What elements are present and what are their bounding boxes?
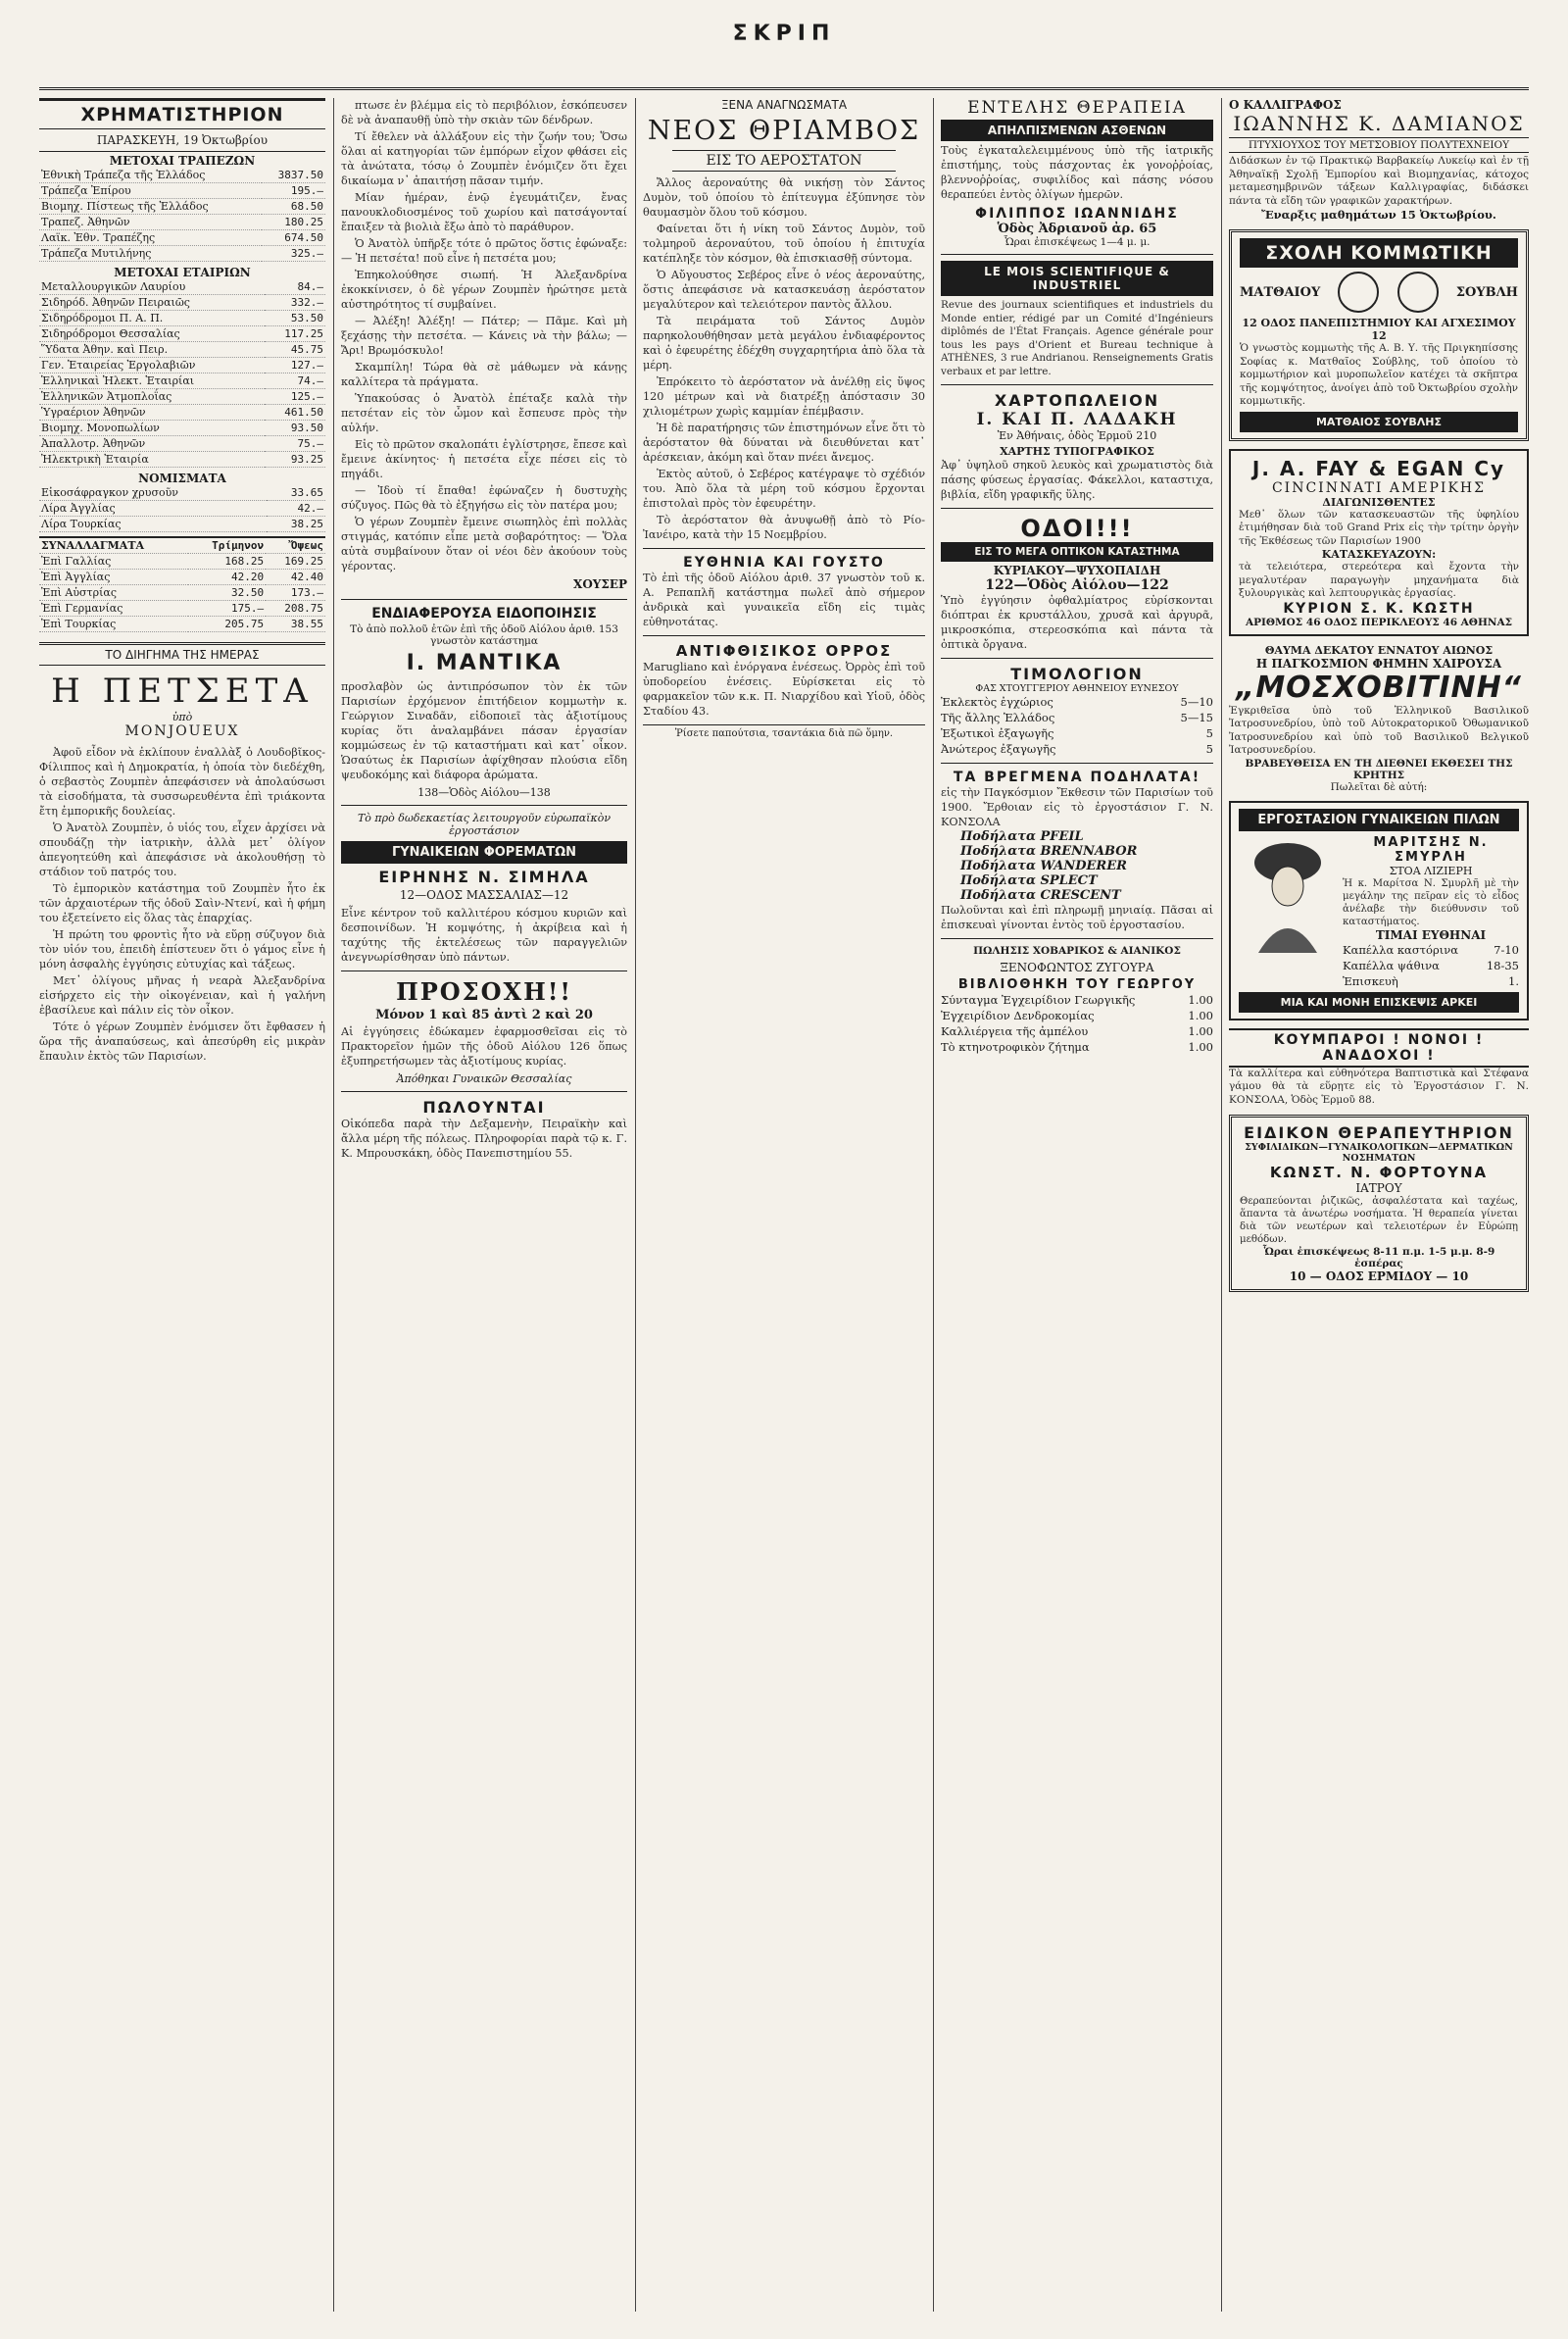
col3-footer: Ῥίσετε παπούτσια, τσαντάκια διὰ πῶ ὅμην. bbox=[643, 724, 925, 739]
price-list bbox=[941, 694, 1213, 757]
story-kicker: ΤΟ ΔΙΗΓΗΜΑ ΤΗΣ ΗΜΕΡΑΣ bbox=[39, 642, 325, 666]
item-value: 1.00 bbox=[1188, 993, 1213, 1007]
row-value: 74.— bbox=[265, 373, 325, 389]
divider bbox=[941, 938, 1213, 939]
column-3 bbox=[643, 98, 925, 2312]
table-row bbox=[39, 373, 325, 389]
hat-text: Ἡ κ. Μαρίτσα Ν. Σμυρλῆ μὲ τὴν μεγάλην της πεῖραν εἰς τὸ εἶδος ἀνέλαβε τὴν διεύθυνσιν τοῦ καταστήματος. bbox=[1343, 877, 1519, 927]
row-value: 195.— bbox=[262, 183, 325, 199]
cure-name: ΦΙΛΙΠΠΟΣ ΙΩΑΝΝΙΔΗΣ bbox=[975, 206, 1179, 222]
item-label: Ἐπισκευὴ bbox=[1343, 973, 1398, 988]
wedding-text: Τὰ καλλίτερα καὶ εὐθηνότερα Βαπτιστικὰ καὶ Στέφανα γάμου θὰ τὰ εὕρῃτε εἰς τὸ Ἐργοστάσιον Γ. Ν. ΚΟΝΣΟΛΑ, Ὁδὸς Ἑρμοῦ 88. bbox=[1229, 1067, 1529, 1106]
item-label: Ἐκλεκτὸς ἐγχώριος bbox=[941, 695, 1054, 709]
paragraph: Φαίνεται ὅτι ἡ νίκη τοῦ Σάντος Δυμὸν, τοῦ τολμηροῦ ἀεροναύτου, τοῦ ὁποίου ἡ ἐπιτυχία κατέπληξε τὸν κόσμον, θὰ ἐπισκιασθῇ σύντομα. bbox=[643, 223, 925, 265]
table-header-cell: ΣΥΝΑΛΛΑΓΜΑΤΑ bbox=[39, 537, 188, 554]
coins-head: ΝΟΜΙΣΜΑΤΑ bbox=[138, 472, 226, 485]
table-row bbox=[39, 230, 325, 246]
bikes-list bbox=[941, 829, 1213, 903]
hat-name: ΜΑΡΙΤΣΗΣ Ν. ΣΜΥΡΛΗ bbox=[1373, 834, 1489, 865]
row-label: Τραπεζ. Ἀθηνῶν bbox=[39, 215, 262, 230]
factory-kicker: Τὸ πρὸ δωδεκαετίας λειτουργοῦν εὐρωπαϊκὸν ἐργοστάσιον bbox=[357, 812, 612, 837]
row-value: 93.50 bbox=[265, 421, 325, 436]
table-row bbox=[39, 199, 325, 215]
paragraph: Τὰ πειράματα τοῦ Σάντος Δυμὸν παρηκολουθήθησαν μετὰ μεγάλου ἐνδιαφέροντος καὶ ὁ ἐφευρέτης ἐδέχθη συγχαρητήρια ἀπὸ ὅλα τὰ μέρη. bbox=[643, 315, 925, 372]
calligrapher-top: Ο ΚΑΛΛΙΓΡΑΦΟΣ bbox=[1229, 98, 1342, 112]
bank-shares-table bbox=[39, 168, 325, 262]
paragraph: Μίαν ἡμέραν, ἐνῷ ἐγευμάτιζεν, ἔνας πανουκλοδιοσμένος τοῦ χωρίου καὶ πατσάγονταί ἔπαιξεν τὰ βιολιὰ ἔξω ἀπὸ τὸ παράθυρον. bbox=[341, 191, 627, 233]
foreign-text bbox=[643, 175, 925, 542]
school-text: Ὁ γνωστὸς κομμωτὴς τῆς Α. Β. Υ. τῆς Πριγκηπίσσης Σοφίας κ. Ματθαῖος Σούβλης, τοῦ ὁποίου τὸ κομμωτήριον καὶ μυροπωλεῖον κατέχει τὰ σκῆπτρα τῆς κομψότητος, ἀνοίγει ἀπὸ τοῦ Ὀκτωβρίου σχολὴν κομμωτικῆς. bbox=[1240, 342, 1518, 407]
masthead bbox=[39, 18, 1529, 90]
list-item bbox=[941, 710, 1213, 725]
list-item bbox=[1343, 973, 1519, 989]
row-value: 42.20 bbox=[188, 570, 266, 585]
row-label: Ἐπὶ Αὐστρίας bbox=[39, 585, 188, 601]
row-label: Βιομηχ. Πίστεως τῆς Ἑλλάδος bbox=[39, 199, 262, 215]
item-value: 1.00 bbox=[1188, 1024, 1213, 1038]
table-row bbox=[39, 452, 325, 468]
fay-head: J. A. FAY & EGAN Cy bbox=[1251, 456, 1506, 480]
row-value: 674.50 bbox=[262, 230, 325, 246]
row-value: 33.65 bbox=[267, 485, 325, 501]
story-author: MONJOUEUX bbox=[124, 723, 240, 739]
school-sign: ΜΑΤΘΑΙΟΣ ΣΟΥΒΛΗΣ bbox=[1240, 412, 1518, 432]
notice-name: Ι. ΜΑΝΤΙΚΑ bbox=[406, 651, 563, 675]
row-label: Σιδηρόδρομοι Θεσσαλίας bbox=[39, 326, 265, 342]
column-4 bbox=[941, 98, 1213, 2312]
foreign-title: ΝΕΟΣ ΘΡΙΑΜΒΟΣ bbox=[647, 116, 921, 146]
divider bbox=[341, 970, 627, 971]
item-label: Ἐγχειρίδιον Δενδροκομίας bbox=[941, 1009, 1095, 1022]
row-value: 42.— bbox=[267, 501, 325, 517]
bargain-head: ΕΥΘΗΝΙΑ ΚΑΙ ΓΟΥΣΤΟ bbox=[683, 555, 885, 571]
serum-text: Marugliano καὶ ἐνόργανα ἐνέσεως. Ὀρρὸς ἐπὶ τοῦ ὑποδορείου ἐνέσεις. Εὑρίσκεται εἰς τὸ φαρμακεῖον τῶν κ.κ. Π. Νιαρχίδου καὶ Υἱοῦ, ὁδὸς Σταδίου 43. bbox=[643, 661, 925, 718]
divider bbox=[941, 254, 1213, 255]
xenofon-line: ΞΕΝΟΦΩΝΤΟΣ ΖΥΓΟΥΡΑ bbox=[1000, 961, 1154, 974]
row-value: 205.75 bbox=[188, 617, 266, 632]
notice-text: προσλαβὸν ὡς ἀντιπρόσωπον τὸν ἐκ τῶν Παρισίων ἐρχόμενον ἐπιτήδειον κομμωτὴν κ. Γεώργιον Σιναδᾶν, εἰδοποιεῖ τὰς ἀξιοτίμους κυρίας ὅτι ἀναλαμβάνει πάσαν ἐργασίαν κομμώσεως ἐν τῷ καταστήματι καὶ κατ᾽ οἶκον. Ὡσαύτως ἐκ Παρισίων ἀφίχθησαν πλούσια εἴδη ψευδοκόμης καὶ διάφορα ἀρώματα. bbox=[341, 680, 627, 781]
item-label: Σύνταγμα Ἐγχειρίδιον Γεωργικῆς bbox=[941, 993, 1136, 1007]
hat-motto: ΜΙΑ ΚΑΙ ΜΟΝΗ ΕΠΙΣΚΕΨΙΣ ΑΡΚΕΙ bbox=[1239, 992, 1519, 1013]
notice-address: 138—Ὁδὸς Αἰόλου—138 bbox=[417, 786, 551, 799]
bikes-text: Πωλοῦνται καὶ ἐπὶ πληρωμῇ μηνιαίᾳ. Πᾶσαι αἱ ἐπισκευαὶ γίνονται ἐντὸς τοῦ ἐργοστασίου. bbox=[941, 904, 1213, 931]
row-label: Λίρα Τουρκίας bbox=[39, 517, 267, 532]
factory-title: ΓΥΝΑΙΚΕΙΩΝ ΦΟΡΕΜΑΤΩΝ bbox=[341, 841, 627, 864]
moscovitini-sub: Η ΠΑΓΚΟΣΜΙΟΝ ΦΗΜΗΝ ΧΑΙΡΟΥΣΑ bbox=[1255, 656, 1502, 671]
item-label: Ἀνώτερος ἐξαγωγῆς bbox=[941, 742, 1056, 756]
row-value: 45.75 bbox=[265, 342, 325, 358]
fay-sub: ΔΙΑΓΩΝΙΣΘΕΝΤΕΣ bbox=[1322, 495, 1436, 509]
hat-address: ΣΤΟΑ ΛΙΖΙΕΡΗ bbox=[1389, 864, 1473, 877]
library-head: ΒΙΒΛΙΟΘΗΚΗ ΤΟΥ ΓΕΩΡΓΟΥ bbox=[957, 977, 1197, 992]
fay-text: Μεθ᾽ ὅλων τῶν κατασκευαστῶν τῆς ὑφηλίου ἐτιμήθησαν διὰ τοῦ Grand Prix εἰς τὴν τρίτην ὀργὴν τῆς Ἐκθέσεως τῶν Παρισίων 1900 bbox=[1239, 508, 1519, 547]
table-header-cell: Τρίμηνον bbox=[188, 537, 266, 554]
moscovitini-sell: Πωλεῖται δὲ αὐτή: bbox=[1330, 780, 1428, 793]
sale-text: Οἰκόπεδα παρὰ τὴν Δεξαμενὴν, Πειραϊκὴν καὶ ἄλλα μέρη τῆς πόλεως. Πληροφορίαι παρὰ τῷ κ. Γ. Κ. Μπρουσκάκη, ὁδὸς Πανεπιστημίου 55. bbox=[341, 1118, 627, 1160]
list-item bbox=[941, 694, 1213, 710]
list-item: Ποδήλατα CRESCENT bbox=[960, 888, 1121, 903]
table-row bbox=[39, 421, 325, 436]
company-shares-head: ΜΕΤΟΧΑΙ ΕΤΑΙΡΙΩΝ bbox=[114, 266, 251, 279]
paragraph: Ὁ Αὔγουστος Σεβέρος εἶνε ὁ νέος ἀεροναύτης, ὅστις ἀπεφάσισε νὰ κατασκευάσῃ ἀερόστατον μεγαλύτερον καὶ τελειότερον παντὸς ἄλλου. bbox=[643, 269, 925, 311]
item-value: 5 bbox=[1205, 726, 1213, 740]
row-value: 38.25 bbox=[267, 517, 325, 532]
row-value: 3837.50 bbox=[262, 168, 325, 183]
school-head: ΣΧΟΛΗ ΚΟΜΜΩΤΙΚΗ bbox=[1240, 238, 1518, 268]
divider bbox=[941, 763, 1213, 764]
story-text-col1 bbox=[39, 745, 325, 1064]
clinic-role: ΙΑΤΡΟΥ bbox=[1355, 1181, 1402, 1195]
row-label: Βιομηχ. Μονοπωλίων bbox=[39, 421, 265, 436]
list-item bbox=[941, 1039, 1213, 1055]
item-value: 5—15 bbox=[1180, 711, 1213, 724]
moscovitini-award: ΒΡΑΒΕΥΘΕΙΣΑ ΕΝ ΤΗ ΔΙΕΘΝΕΙ ΕΚΘΕΣΕΙ ΤΗΣ ΚΡΗΤΗΣ bbox=[1245, 757, 1513, 781]
divider bbox=[941, 658, 1213, 659]
paragraph: Ἄλλος ἀεροναύτης θὰ νικήσῃ τὸν Σάντος Δυμὸν, τοῦ ὁποίου τὸ ἐπίτευγμα ἐξύπνησε τὸν θαυμασμὸν ὅλου τοῦ κόσμου. bbox=[643, 176, 925, 219]
row-value: 127.— bbox=[265, 358, 325, 373]
paragraph: Ἐκτὸς αὐτοῦ, ὁ Σεβέρος κατέγραψε τὸ σχέδιόν του. Ἀπὸ ὅλα τὰ μέρη τοῦ κόσμου ἔρχονται ἐπιστολαὶ πρὸς τὸν ἐφευρέτην. bbox=[643, 468, 925, 510]
hat-factory-ad bbox=[1229, 801, 1529, 1020]
column-5 bbox=[1229, 98, 1529, 2312]
paragraph: Μετ᾽ ὀλίγους μῆνας ἡ νεαρὰ Ἀλεξανδρίνα εἰσήρχετο εἰς τὴν οἰκογένειαν, καὶ ἡ γαλήνη ἐβασίλευε καὶ πάλιν εἰς τὸν οἶκον. bbox=[39, 974, 325, 1017]
list-item bbox=[941, 992, 1213, 1008]
row-label: Σιδηρόδρομοι Π. Α. Π. bbox=[39, 311, 265, 326]
factory-name: ΕΙΡΗΝΗΣ Ν. ΣΙΜΗΛΑ bbox=[378, 868, 590, 886]
row-value: 325.— bbox=[262, 246, 325, 262]
row-label: Ἐθνικὴ Τράπεζα τῆς Ἑλλάδος bbox=[39, 168, 262, 183]
item-label: Τῆς ἄλλης Ἑλλάδος bbox=[941, 711, 1055, 724]
wedding-head: ΚΟΥΜΠΑΡΟΙ ! ΝΟΝΟΙ ! ΑΝΑΔΟΧΟΙ ! bbox=[1229, 1028, 1529, 1068]
sale-head: ΠΩΛΟΥΝΤΑΙ bbox=[422, 1098, 546, 1117]
paragraph: Ὁ Ἀνατὸλ ὑπῆρξε τότε ὁ πρῶτος ὅστις ἐφώναξε: — Ἡ πετσέτα! ποῦ εἶνε ἡ πετσέτα μου; bbox=[341, 237, 627, 265]
item-label: Καπέλλα καστόρινα bbox=[1343, 942, 1458, 957]
optics-name: ΚΥΡΙΑΚΟΥ—ΨΥΧΟΠΑΙΔΗ bbox=[993, 564, 1161, 577]
table-row bbox=[39, 183, 325, 199]
row-label: Ἠλεκτρικὴ Ἐταιρία bbox=[39, 452, 265, 468]
item-value: 5 bbox=[1205, 742, 1213, 756]
item-value: 1.00 bbox=[1188, 1040, 1213, 1054]
table-row bbox=[39, 168, 325, 183]
row-label: Ὑγραέριον Ἀθηνῶν bbox=[39, 405, 265, 421]
item-value: 1.00 bbox=[1188, 1009, 1213, 1022]
paragraph: Ὑπακούσας ὁ Ἀνατὸλ ἐπέταξε καλὰ τὴν πετσέταν εἰς τὸν ὦμον καὶ ἔσπευσε πρὸς τὴν αὐλήν. bbox=[341, 392, 627, 434]
column-rule bbox=[1221, 98, 1222, 2312]
calligrapher-text: Διδάσκων ἐν τῷ Πρακτικῷ Βαρβακείῳ Λυκείῳ καὶ ἐν τῇ Ἀθηναϊκῇ Σχολῇ Ἐμπορίου καὶ Βιομηχανίας, κάτοχος μεταμεσημβρινῶν τάξεων Καλλιγραφίας, διδάσκει πάντα τὰ εἴδη τῶν γραφικῶν χαρακτήρων. bbox=[1229, 155, 1529, 207]
optics-sub: ΕΙΣ ΤΟ ΜΕΓΑ ΟΠΤΙΚΟΝ ΚΑΤΑΣΤΗΜΑ bbox=[941, 542, 1213, 562]
divider bbox=[941, 508, 1213, 509]
row-label: Ἀπαλλοτρ. Ἀθηνῶν bbox=[39, 436, 265, 452]
table-row bbox=[39, 554, 325, 570]
bikes-head: ΤΑ ΒΡΕΓΜΕΝΑ ΠΟΔΗΛΑΤΑ! bbox=[953, 770, 1201, 785]
library-list bbox=[941, 992, 1213, 1055]
notice-head: ΕΝΔΙΑΦΕΡΟΥΣΑ ΕΙΔΟΠΟΙΗΣΙΣ bbox=[371, 606, 597, 622]
clinic-address: 10 — ΟΔΟΣ ΕΡΜΙΔΟΥ — 10 bbox=[1289, 1269, 1469, 1283]
table-row bbox=[39, 215, 325, 230]
fay-egan-ad bbox=[1229, 449, 1529, 636]
item-value: 5—10 bbox=[1180, 695, 1213, 709]
school-left: ΜΑΤΘΑΙΟΥ bbox=[1240, 284, 1321, 300]
cure-hours: Ὧραι ἐπισκέψεως 1—4 μ. μ. bbox=[1004, 236, 1151, 248]
table-row bbox=[39, 617, 325, 632]
hat-prices bbox=[1343, 942, 1519, 989]
row-label: Ὕδατα Ἀθην. καὶ Πειρ. bbox=[39, 342, 265, 358]
divider bbox=[941, 384, 1213, 385]
paragraph: Τί ἔθελεν νὰ ἀλλάξουν εἰς τὴν ζωήν του; Ὅσω ὅλαι αἱ κατηγορίαι τῶν ἐμπόρων εἶχον φθάσει εἰς τὰ ἀνώτατα, τόσῳ ὁ Ζουμπὲν ἐνόμιζεν ὅτι ἔχει δικαίωμα ν᾽ ἀπαιτήσῃ πᾶσαν τιμήν. bbox=[341, 130, 627, 187]
market-title: ΧΡΗΜΑΤΙΣΤΗΡΙΟΝ bbox=[39, 98, 325, 129]
column-rule bbox=[333, 98, 334, 2312]
paragraph: Ἐπηκολούθησε σιωπή. Ἡ Ἀλεξανδρίνα ἐκοκκίνισεν, ὁ δὲ γέρων Ζουμπὲν ἠρώτησε μετὰ αὐστηρότητος τί συμβαίνει. bbox=[341, 269, 627, 311]
item-value: 7-10 bbox=[1494, 942, 1519, 957]
row-label: Σιδηρόδ. Ἀθηνῶν Πειραιῶς bbox=[39, 295, 265, 311]
paragraph: Τὸ ἐμπορικὸν κατάστημα τοῦ Ζουμπὲν ἦτο ἐκ τῶν ἀρχαιοτέρων τῆς ὁδοῦ Σαὶν-Ντενί, καὶ ἡ φήμη του ἐξετείνετο εἰς ὅλας τὰς ἐπαρχίας. bbox=[39, 882, 325, 924]
attention-sub: Μόνον 1 καὶ 85 ἀντὶ 2 καὶ 20 bbox=[375, 1008, 593, 1022]
serum-head: ΑΝΤΙΦΘΙΣΙΚΟΣ ΟΡΡΟΣ bbox=[675, 642, 893, 660]
newspaper-title: ΣΚΡΙΠ bbox=[732, 22, 836, 46]
paper-name: Ι. ΚΑΙ Π. ΛΑΔΑΚΗ bbox=[976, 410, 1178, 429]
divider bbox=[341, 1091, 627, 1092]
coat-of-arms-icon bbox=[1338, 272, 1379, 313]
row-label: Μεταλλουργικῶν Λαυρίου bbox=[39, 279, 265, 295]
item-value: 1. bbox=[1508, 973, 1519, 988]
row-value: 168.25 bbox=[188, 554, 266, 570]
calligrapher-sub: ΠΤΥΧΙΟΥΧΟΣ ΤΟΥ ΜΕΤΣΟΒΙΟΥ ΠΟΛΥΤΕΧΝΕΙΟΥ bbox=[1229, 137, 1529, 153]
row-label: Ἐπὶ Ἀγγλίας bbox=[39, 570, 188, 585]
clinic-text: Θεραπεύονται ῥιζικῶς, ἀσφαλέστατα καὶ ταχέως, ἅπαντα τὰ ἀνωτέρω νοσήματα. Ἡ θεραπεία γίνεται διὰ τῶν νεωτέρων καὶ τελειοτέρων ἐν Εὐρώπῃ μεθόδων. bbox=[1240, 1196, 1518, 1245]
row-value: 53.50 bbox=[265, 311, 325, 326]
market-date: ΠΑΡΑΣΚΕΥΗ, 19 Ὀκτωβρίου bbox=[96, 133, 269, 147]
newspaper-page bbox=[39, 18, 1529, 2312]
paragraph: Τότε ὁ γέρων Ζουμπὲν ἐνόμισεν ὅτι ἔφθασεν ἡ ὥρα τῆς ἀναπαύσεως, καὶ ἀπεσύρθη εἰς μικρὰν ἔπαυλιν ἐκτὸς τῶν Παρισίων. bbox=[39, 1020, 325, 1063]
row-value: 173.— bbox=[266, 585, 325, 601]
paragraph: — Ἀλέξη! Ἀλέξη! — Πάτερ; — Πᾶμε. Καὶ μὴ ξεχάσῃς τὴν πετσέτα. — Κάνεις νὰ τὴν βάλω; — Ἄρι! Βρωμόσκυλο! bbox=[341, 315, 627, 357]
table-row bbox=[39, 485, 325, 501]
notice-sub: Τὸ ἀπὸ πολλοῦ ἐτῶν ἐπὶ τῆς ὁδοῦ Αἰόλου ἀριθ. 153 γνωστὸν κατάστημα bbox=[350, 623, 618, 647]
foreign-kicker: ΞΕΝΑ ΑΝΑΓΝΩΣΜΑΤΑ bbox=[720, 98, 848, 112]
paragraph: Ὁ γέρων Ζουμπὲν ἔμεινε σιωπηλὸς ἐπὶ πολλὰς στιγμάς, κατόπιν εἶπε μετὰ σοβαρότητος: — Ὅλα αὐτὰ συμβαίνουν ὅταν οἱ νέοι δὲν ἀκούουν τοὺς γέροντας. bbox=[341, 516, 627, 572]
row-value: 75.— bbox=[265, 436, 325, 452]
mois-text: Revue des journaux scientifiques et industriels du Monde entier, rédigé par un Comité d'Ingénieurs diplômés de l'État Français. Agence générale pour tous les pays d'Orient et Bureau technique à ATHÈNES, 3 rue Andrianou. Renseignements Gratis verbaux et par lettre. bbox=[941, 299, 1213, 377]
mois-title: LE MOIS SCIENTIFIQUE & INDUSTRIEL bbox=[941, 261, 1213, 296]
item-label: Ἐξωτικοὶ ἐξαγωγῆς bbox=[941, 726, 1054, 740]
fay-agent: ΚΥΡΙΟΝ Σ. Κ. ΚΩΣΤΗ bbox=[1283, 600, 1475, 617]
school-address: 12 ΟΔΟΣ ΠΑΝΕΠΙΣΤΗΜΙΟΥ ΚΑΙ ΑΓΧΕΣΙΜΟΥ 12 bbox=[1242, 317, 1516, 342]
clinic-sub: ΣΥΦΙΛΙΔΙΚΩΝ—ΓΥΝΑΙΚΟΛΟΓΙΚΩΝ—ΔΕΡΜΑΤΙΚΩΝ ΝΟΣΗΜΑΤΩΝ bbox=[1245, 1142, 1513, 1164]
row-label: Λαϊκ. Ἐθν. Τραπέζης bbox=[39, 230, 262, 246]
hairdressing-school-ad bbox=[1229, 229, 1529, 441]
paragraph: Ἡ δὲ παρατήρησις τῶν ἐπιστημόνων εἶνε ὅτι τὸ ἀερόστατον θὰ δύναται νὰ διευθύνεται κατ᾽ ἀρέσκειαν, ἀκόμη καὶ ὅταν πνέει ἄνεμος. bbox=[643, 422, 925, 464]
paragraph: Εἰς τὸ πρῶτον σκαλοπάτι ἐγλίστρησε, ἔπεσε καὶ ἔμεινε ἀκίνητος· ἡ πετσέτα εἶχε πέσει εἰς τὸ πηγάδι. bbox=[341, 438, 627, 480]
shoes-line: ΠΩΛΗΣΙΣ ΧΟΒΑΡΙΚΟΣ & ΑΙΑΝΙΚΟΣ bbox=[973, 945, 1181, 957]
column-2 bbox=[341, 98, 627, 2312]
row-value: 38.55 bbox=[266, 617, 325, 632]
row-label: Ἐπὶ Τουρκίας bbox=[39, 617, 188, 632]
medal-icon bbox=[1397, 272, 1439, 313]
table-row bbox=[39, 501, 325, 517]
divider bbox=[341, 805, 627, 806]
school-right: ΣΟΥΒΛΗ bbox=[1455, 284, 1518, 300]
story-signature: ΧΟΥΣΕΡ bbox=[573, 577, 627, 591]
row-label: Τράπεζα Μυτιλήνης bbox=[39, 246, 262, 262]
row-value: 84.— bbox=[265, 279, 325, 295]
list-item: Ποδήλατα BRENNABOR bbox=[960, 844, 1138, 859]
fay-body: τὰ τελειότερα, στερεότερα καὶ ἔχοντα τὴν μεγαλυτέραν παραγωγὴν μηχανήματα διὰ ξυλουργικὰς καὶ λεπτουργικὰς ἐργασίας. bbox=[1239, 561, 1519, 599]
list-item bbox=[1343, 942, 1519, 958]
row-label: Εἰκοσάφραγκον χρυσοῦν bbox=[39, 485, 267, 501]
list-item bbox=[941, 741, 1213, 757]
bank-shares-head: ΜΕΤΟΧΑΙ ΤΡΑΠΕΖΩΝ bbox=[39, 151, 325, 168]
price-sub: ΦΑΣ ΧΤΟΥΓΓΕΡΙΟΥ ΑΘΗΝΕΙΟΥ ΕΥΝΕΣΟΥ bbox=[975, 683, 1179, 694]
list-item bbox=[941, 1008, 1213, 1023]
paragraph: Σκαμπίλη! Τώρα θὰ σὲ μάθωμεν νὰ κάνῃς καλλίτερα τὰ πράγματα. bbox=[341, 361, 627, 388]
attention-head: ΠΡΟΣΟΧΗ!! bbox=[396, 977, 572, 1006]
row-value: 332.— bbox=[265, 295, 325, 311]
table-row bbox=[39, 358, 325, 373]
row-value: 32.50 bbox=[188, 585, 266, 601]
table-row bbox=[39, 246, 325, 262]
table-row bbox=[39, 436, 325, 452]
attention-text: Αἱ ἐγγύησεις ἐδώκαμεν ἐφαρμοσθεῖσαι εἰς τὸ Πρακτορεῖον ἡμῶν τῆς ὁδοῦ Αἰόλου 126 ὅπως ἐξυπηρετήσωμεν τὰς ἀξιοτίμους κυρίας. bbox=[341, 1025, 627, 1068]
paragraph: Ὁ Ἀνατὸλ Ζουμπὲν, ὁ υἱός του, εἶχεν ἀρχίσει νὰ σπουδάζῃ τὴν ἰατρικὴν, ἀλλὰ μετ᾽ ὀλίγον ἀπεγοητεύθη καὶ ἀπεφάσισε νὰ ἀκολουθήσῃ τὸ στάδιον τοῦ πατρός του. bbox=[39, 821, 325, 878]
coins-table bbox=[39, 485, 325, 532]
moscovitini-text: Ἐγκριθεῖσα ὑπὸ τοῦ Ἑλληνικοῦ Βασιλικοῦ Ἰατροσυνεδρίου, ὑπὸ τοῦ Αὐτοκρατορικοῦ Ὀθωμανικοῦ Ἰατροσυνεδρίου καὶ ὑπὸ τοῦ Βασιλικοῦ Βελγικοῦ Ἰατροσυνεδρίου. bbox=[1229, 704, 1529, 756]
row-value: 125.— bbox=[265, 389, 325, 405]
item-label: Τὸ κτηνοτροφικὸν ζήτημα bbox=[941, 1040, 1090, 1054]
paragraph: Τὸ ἀερόστατον θὰ ἀνυψωθῇ ἀπὸ τὸ Ρίο-Ἰανέιρο, κατὰ τὴν 15 Νοεμβρίου. bbox=[643, 514, 925, 541]
bikes-intro: εἰς τὴν Παγκόσμιον Ἔκθεσιν τῶν Παρισίων τοῦ 1900. Ἔρθοιαν εἰς τὸ ἐργοστάσιον Γ. Ν. ΚΟΝΣΟΛΑ bbox=[941, 786, 1213, 828]
row-value: 175.— bbox=[188, 601, 266, 617]
moscovitini-kicker: ΘΑΥΜΑ ΔΕΚΑΤΟΥ ΕΝΝΑΤΟΥ ΑΙΩΝΟΣ bbox=[1264, 643, 1494, 657]
item-value: 18-35 bbox=[1486, 958, 1519, 972]
list-item: Ποδήλατα WANDERER bbox=[960, 859, 1127, 873]
row-value: 117.25 bbox=[265, 326, 325, 342]
story-title: Η ΠΕΤΣΕΤΑ bbox=[51, 672, 314, 711]
fay-city: CINCINNATI ΑΜΕΡΙΚΗΣ bbox=[1271, 479, 1487, 496]
optics-head: ΟΔΟΙ!!! bbox=[1020, 515, 1134, 542]
list-item: Ποδήλατα SPLECT bbox=[960, 873, 1098, 888]
story-by: ὑπὸ bbox=[172, 711, 193, 723]
story-text-col2 bbox=[341, 98, 627, 573]
row-value: 68.50 bbox=[262, 199, 325, 215]
cure-text: Τοὺς ἐγκαταλελειμμένους ὑπὸ τῆς ἰατρικῆς ἐπιστήμης, τοὺς πάσχοντας ἐκ γονοῤῥοίας, βλεννοῤῥοίας, συφιλίδος καὶ πάσης νόσου θεραπεύει ἐντὸς ὀλίγων ἡμερῶν. bbox=[941, 144, 1213, 201]
row-label: Ἐπὶ Γερμανίας bbox=[39, 601, 188, 617]
clinic-ad bbox=[1229, 1115, 1529, 1292]
table-row bbox=[39, 601, 325, 617]
column-1 bbox=[39, 98, 325, 2312]
factory-text: Εἶνε κέντρον τοῦ καλλιτέρου κόσμου κυριῶν καὶ δεσποινίδων. Ἡ κομψότης, ἡ ἀκρίβεια καὶ ἡ ταχύτης τῆς ἐκτελέσεως τῶν παραγγελιῶν ἀνεγνωρίσθησαν ὑπὸ πάντων. bbox=[341, 907, 627, 964]
table-row bbox=[39, 570, 325, 585]
table-row bbox=[39, 295, 325, 311]
fay-address: ΑΡΙΘΜΟΣ 46 ΟΔΟΣ ΠΕΡΙΚΛΕΟΥΣ 46 ΑΘΗΝΑΣ bbox=[1245, 616, 1513, 628]
cure-address: Ὁδὸς Ἀδριανοῦ ἀρ. 65 bbox=[997, 222, 1157, 236]
divider bbox=[341, 599, 627, 600]
row-label: Ἑλληνικαὶ Ἠλεκτ. Ἑταιρίαι bbox=[39, 373, 265, 389]
cure-head: ΕΝΤΕΛΗΣ ΘΕΡΑΠΕΙΑ bbox=[967, 98, 1187, 118]
item-label: Καλλιέργεια τῆς ἀμπέλου bbox=[941, 1024, 1089, 1038]
lady-portrait-icon bbox=[1239, 835, 1337, 953]
paper-sub: ΧΑΡΤΗΣ ΤΥΠΟΓΡΑΦΙΚΟΣ bbox=[1000, 445, 1154, 458]
table-row bbox=[39, 405, 325, 421]
paper-address: Ἐν Ἀθήναις, ὁδὸς Ἑρμοῦ 210 bbox=[997, 429, 1157, 442]
divider bbox=[643, 548, 925, 549]
table-row bbox=[39, 311, 325, 326]
hat-head: ΕΡΓΟΣΤΑΣΙΟΝ ΓΥΝΑΙΚΕΙΩΝ ΠΙΛΩΝ bbox=[1239, 809, 1519, 831]
list-item bbox=[941, 1023, 1213, 1039]
list-item bbox=[1343, 958, 1519, 973]
column-rule bbox=[933, 98, 934, 2312]
moscovitini-title: „ΜΟΣΧΟΒΙΤΙΝΗ“ bbox=[1236, 670, 1522, 705]
clinic-head: ΕΙΔΙΚΟΝ ΘΕΡΑΠΕΥΤΗΡΙΟΝ bbox=[1244, 1123, 1514, 1142]
column-rule bbox=[635, 98, 636, 2312]
row-label: Ἑλληνικῶν Ἀτμοπλοΐας bbox=[39, 389, 265, 405]
fx-table bbox=[39, 536, 325, 632]
optics-text: Ὑπὸ ἐγγύησιν ὀφθαλμίατρος εὑρίσκονται διόπτραι ἐκ κρυστάλλου, χρυσᾶ καὶ ἀργυρᾶ, μικροσκόπια, στερεοσκόπια καὶ πάντα τὰ ὀπτικὰ ὄργανα. bbox=[941, 594, 1213, 651]
price-head: ΤΙΜΟΛΟΓΙΟΝ bbox=[1010, 665, 1144, 683]
row-label: Τράπεζα Ἐπίρου bbox=[39, 183, 262, 199]
fay-make: ΚΑΤΑΣΚΕΥΑΖΟΥΝ: bbox=[1321, 548, 1437, 561]
table-row bbox=[39, 389, 325, 405]
table-header-cell: Ὄψεως bbox=[266, 537, 325, 554]
foreign-subtitle: ΕΙΣ ΤΟ ΑΕΡΟΣΤΑΤΟΝ bbox=[672, 150, 896, 172]
calligrapher-name: ΙΩΑΝΝΗΣ Κ. ΔΑΜΙΑΝΟΣ bbox=[1233, 112, 1525, 135]
paragraph: πτωσε ἐν βλέμμα εἰς τὸ περιβόλιον, ἐσκόπευσεν δὲ νὰ ἀναπαυθῇ ὑπὸ τὴν σκιὰν τῶν δένδρων. bbox=[341, 99, 627, 126]
row-value: 169.25 bbox=[266, 554, 325, 570]
table-row bbox=[39, 517, 325, 532]
row-label: Ἐπὶ Γαλλίας bbox=[39, 554, 188, 570]
paragraph: Ἐπρόκειτο τὸ ἀερόστατον νὰ ἀνέλθῃ εἰς ὕψος 120 μέτρων καὶ νὰ διατρέξῃ ἀπόστασιν 30 χιλιομέτρων χωρὶς καμμίαν ἐπέμβασιν. bbox=[643, 375, 925, 418]
paper-head: ΧΑΡΤΟΠΩΛΕΙΟΝ bbox=[994, 391, 1160, 410]
attention-sign: Ἀπόθηκαι Γυναικῶν Θεσσαλίας bbox=[396, 1072, 572, 1085]
hat-prices-head: ΤΙΜΑΙ ΕΥΘΗΝΑΙ bbox=[1375, 927, 1487, 942]
table-row bbox=[39, 585, 325, 601]
item-label: Καπέλλα ψάθινα bbox=[1343, 958, 1440, 972]
row-value: 93.25 bbox=[265, 452, 325, 468]
row-value: 461.50 bbox=[265, 405, 325, 421]
paragraph: — Ἰδοὺ τί ἔπαθα! ἐφώναζεν ἡ δυστυχὴς σύζυγος. Πῶς θὰ τὸ ἐξηγήσω εἰς τὸν πατέρα μου; bbox=[341, 484, 627, 512]
cure-sub: ΑΠΗΛΠΙΣΜΕΝΩΝ ΑΣΘΕΝΩΝ bbox=[941, 120, 1213, 141]
optics-address: 122—Ὁδὸς Αἰόλου—122 bbox=[985, 577, 1169, 593]
calligrapher-date: Ἔναρξις μαθημάτων 15 Ὀκτωβρίου. bbox=[1261, 208, 1496, 222]
paragraph: Ἡ πρώτη του φροντὶς ἦτο νὰ εὕρῃ σύζυγον διὰ τὸν υἱόν του, ἐπειδὴ ἐπίστευεν ὅτι ὁ γάμος εἶνε ἡ μόνη ἀσφαλὴς ἐγγύησις εὐτυχίας καὶ τάξεως. bbox=[39, 928, 325, 970]
table-row bbox=[39, 279, 325, 295]
factory-address: 12—ΟΔΟΣ ΜΑΣΣΑΛΙΑΣ—12 bbox=[399, 888, 569, 902]
table-row bbox=[39, 342, 325, 358]
list-item: Ποδήλατα PFEIL bbox=[960, 829, 1084, 844]
divider bbox=[643, 635, 925, 636]
table-header-row bbox=[39, 537, 325, 554]
paper-text: Ἀφ᾽ ὑψηλοῦ σηκοῦ λευκὸς καὶ χρωματιστὸς διὰ πάσης φύσεως ἐργασίας. Φάκελλοι, καταστιχα, βιβλία, εἴδη γραφικῆς ὕλης. bbox=[941, 459, 1213, 501]
bargain-text: Τὸ ἐπὶ τῆς ὁδοῦ Αἰόλου ἀριθ. 37 γνωστὸν τοῦ κ. Α. Ρεπαπλῆ κατάστημα πωλεῖ ἀπὸ σήμερον ἀνδρικὰ καὶ γυναικεῖα εἴδη εἰς τιμὰς εὐθηνοτάτας. bbox=[643, 572, 925, 628]
table-row bbox=[39, 326, 325, 342]
row-value: 42.40 bbox=[266, 570, 325, 585]
clinic-name: ΚΩΝΣΤ. Ν. ΦΟΡΤΟΥΝΑ bbox=[1269, 1164, 1489, 1181]
company-shares-table bbox=[39, 279, 325, 468]
row-value: 208.75 bbox=[266, 601, 325, 617]
row-label: Λίρα Ἀγγλίας bbox=[39, 501, 267, 517]
list-item bbox=[941, 725, 1213, 741]
row-value: 180.25 bbox=[262, 215, 325, 230]
clinic-hours: Ὧραι ἐπισκέψεως 8-11 π.μ. 1-5 μ.μ. 8-9 ἑσπέρας bbox=[1262, 1246, 1495, 1269]
row-label: Γεν. Ἑταιρείας Ἐργολαβιῶν bbox=[39, 358, 265, 373]
paragraph: Ἀφοῦ εἶδον νὰ ἐκλίπουν ἐναλλὰξ ὁ Λουδοβῖκος-Φίλιππος καὶ ἡ Δημοκρατία, ἡ ὁποία τὸν διεδέχθη, ὁ σεβαστὸς Ζουμπὲν ἀπεφάσισεν νὰ ἀπολαύσωσι τὰ εἰσοδήματα, τὰ συσσωρευθέντα ἐπὶ τριάκοντα ἔτη ἐμπορικῆς δουλείας. bbox=[39, 746, 325, 818]
